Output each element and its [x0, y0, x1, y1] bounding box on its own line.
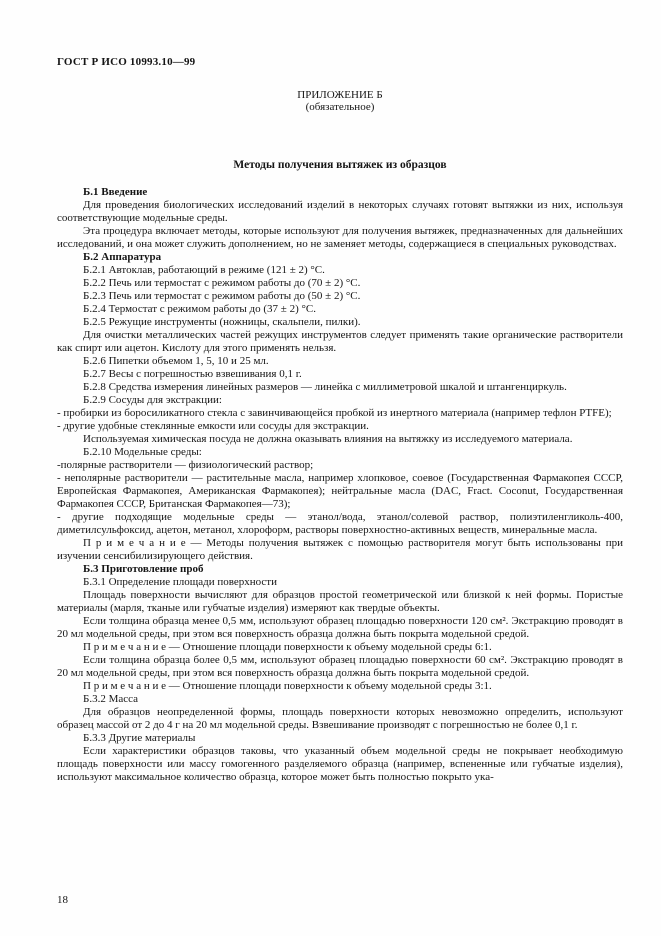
note-paragraph: П р и м е ч а н и е — Отношение площади поверхности к объему модельной среды 6:1. — [83, 641, 492, 653]
section-heading: Б.1 Введение — [83, 186, 148, 198]
body-paragraph: Если характеристики образцов таковы, что указанный объем модельной среды не покрывает необходимую площадь поверхности или массу гомогенного разделяемого образца (например, вспененные или губчатые изделия), используют максимальное количество образца, которое может быть полностью покрыто ука- — [57, 745, 623, 783]
doc-number-header: ГОСТ Р ИСО 10993.10—99 — [57, 56, 196, 68]
body-paragraph: Для очистки металлических частей режущих инструментов следует применять такие органические растворители как спирт или ацетон. Кислоту для этого применять нельзя. — [57, 329, 623, 354]
subsection-heading: Б.3.3 Другие материалы — [83, 732, 196, 744]
body-paragraph: Если толщина образца менее 0,5 мм, используют образец площадью поверхности 120 см². Экстракцию проводят в 20 мл модельной среды, при этом вся поверхность образца должна быть покрыта модельной средой. — [57, 615, 623, 640]
body-paragraph: Б.2.7 Весы с погрешностью взвешивания 0,1 г. — [83, 368, 302, 380]
body-paragraph: Если толщина образца более 0,5 мм, используют образец площадью поверхности 60 см². Экстракцию проводят в 20 мл модельной среды, при этом вся поверхность образца должна быть покрыта модельной средой. — [57, 654, 623, 679]
document-content — [57, 89, 623, 784]
section-heading: Б.2 Аппаратура — [83, 251, 162, 263]
subsection-heading: Б.3.2 Масса — [83, 693, 139, 705]
body-paragraph: Б.2.8 Средства измерения линейных размеров — линейка с миллиметровой шкалой и штангенциркуль. — [83, 381, 567, 393]
body-paragraph: Для образцов неопределенной формы, площадь поверхности которых невозможно определить, используют образец массой от 2 до 4 г на 20 мл модельной среды. Взвешивание производят с погрешностью не более 0,1 г. — [57, 706, 623, 731]
list-item: - другие удобные стеклянные емкости или сосуды для экстракции. — [57, 420, 369, 432]
list-item: - другие подходящие модельные среды — этанол/вода, этанол/солевой раствор, полиэтиленгликоль-400, диметилсульфоксид, ацетон, метанол, хлороформ, растворы поверхностно-активных веществ, минеральные масла. — [57, 511, 623, 536]
body-paragraph: Б.2.3 Печь или термостат с режимом работы до (50 ± 2) °С. — [83, 290, 361, 302]
body-paragraph: Б.2.1 Автоклав, работающий в режиме (121 ± 2) °С. — [83, 264, 325, 276]
note-paragraph: П р и м е ч а н и е — Методы получения вытяжек с помощью растворителя могут быть использованы при изучении сенсибилизирующего действия. — [57, 537, 623, 562]
list-item: -полярные растворители — физиологический раствор; — [57, 459, 314, 471]
page-number: 18 — [57, 894, 68, 906]
document-title: Методы получения вытяжек из образцов — [233, 159, 447, 171]
body-paragraph: Б.2.10 Модельные среды: — [83, 446, 202, 458]
appendix-type: (обязательное) — [305, 101, 375, 113]
body-paragraph: Б.2.6 Пипетки объемом 1, 5, 10 и 25 мл. — [83, 355, 269, 367]
subsection-heading: Б.3.1 Определение площади поверхности — [83, 576, 277, 588]
note-paragraph: П р и м е ч а н и е — Отношение площади поверхности к объему модельной среды 3:1. — [83, 680, 492, 692]
body-paragraph: Эта процедура включает методы, которые используют для получения вытяжек, предназначенных для дальнейших исследований, и она может служить дополнением, но не заменяет методы, содержащиеся в специальных руководствах. — [57, 225, 623, 250]
body-paragraph: Используемая химическая посуда не должна оказывать влияния на вытяжку из исследуемого материала. — [83, 433, 573, 445]
body-paragraph: Б.2.9 Сосуды для экстракции: — [83, 394, 222, 406]
section-heading: Б.3 Приготовление проб — [83, 563, 204, 575]
appendix-label: ПРИЛОЖЕНИЕ Б — [297, 89, 383, 101]
body-paragraph: Б.2.5 Режущие инструменты (ножницы, скальпели, пилки). — [83, 316, 361, 328]
list-item: - неполярные растворители — растительные масла, например хлопковое, соевое (Государственная Фармакопея СССР, Европейская Фармакопея, Американская Фармакопея); нейтральные масла (DAC, Fract. Coconut, Государственная Фармакопея СССР, Британская Фармакопея—73); — [57, 472, 623, 510]
body-paragraph: Для проведения биологических исследований изделий в некоторых случаях готовят вытяжки из них, используя соответствующие модельные среды. — [57, 199, 623, 224]
list-item: - пробирки из боросиликатного стекла с завинчивающейся пробкой из инертного материала (например тефлон PTFE); — [57, 407, 612, 419]
body-paragraph: Б.2.2 Печь или термостат с режимом работы до (70 ± 2) °С. — [83, 277, 361, 289]
body-paragraph: Площадь поверхности вычисляют для образцов простой геометрической или близкой к ней формы. Пористые материалы (марля, тканые или губчатые изделия) измеряют как твердые объекты. — [57, 589, 623, 614]
body-paragraph: Б.2.4 Термостат с режимом работы до (37 ± 2) °С. — [83, 303, 316, 315]
